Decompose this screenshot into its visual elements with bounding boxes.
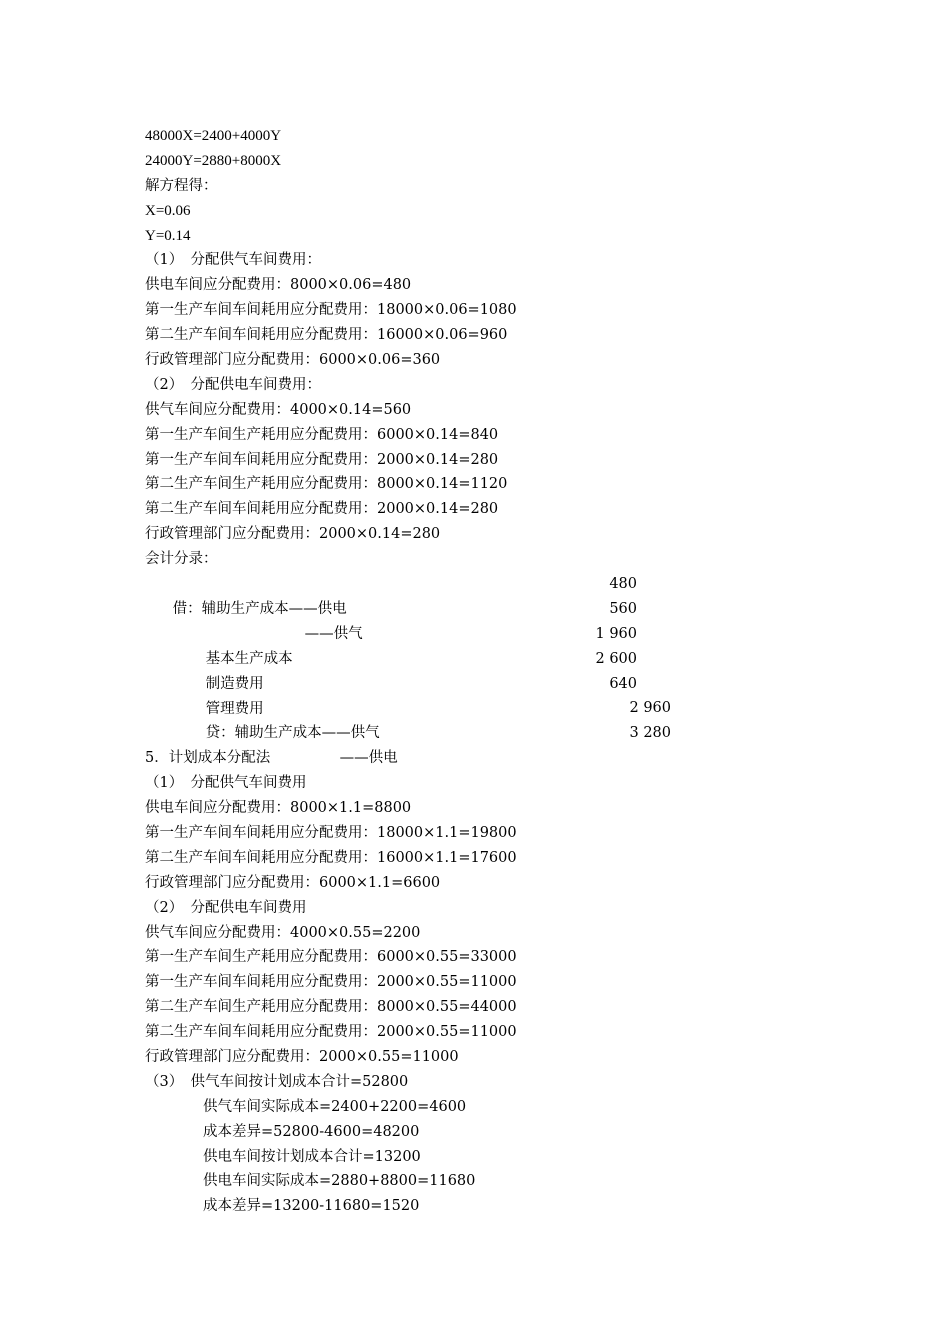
subheading-line: （3） 供气车间按计划成本合计=52800 xyxy=(145,1073,409,1090)
text-line: 行政管理部门应分配费用：6000×1.1=6600 xyxy=(145,874,441,891)
journal-credit-amount: 2 960 xyxy=(629,700,671,717)
subheading-line: （2） 分配供电车间费用 xyxy=(145,899,307,916)
text-line: 会计分录： xyxy=(145,551,218,568)
text-line: 第二生产车间车间耗用应分配费用：2000×0.55=11000 xyxy=(145,1024,517,1041)
journal-debit-amount: 2 600 xyxy=(595,650,637,667)
equation-line: 48000X=2400+4000Y xyxy=(145,128,282,144)
journal-entry-label: 贷：辅助生产成本——供气 xyxy=(205,725,380,742)
journal-entry-label: 制造费用 xyxy=(205,675,264,692)
subheading-line: （2） 分配供电车间费用： xyxy=(145,376,321,393)
text-line: 第二生产车间车间耗用应分配费用：16000×0.06=960 xyxy=(145,327,508,344)
journal-entry-label: ——供电 xyxy=(339,750,398,767)
document-body xyxy=(145,124,765,1219)
text-line: 第二生产车间生产耗用应分配费用：8000×0.14=1120 xyxy=(145,476,508,493)
text-line: 行政管理部门应分配费用：6000×0.06=360 xyxy=(145,352,441,369)
text-line: 供电车间按计划成本合计=13200 xyxy=(203,1148,421,1165)
text-line: 供气车间应分配费用：4000×0.14=560 xyxy=(145,401,412,418)
solution-line: X=0.06 xyxy=(145,202,191,219)
journal-debit-amount: 480 xyxy=(609,576,637,593)
subheading-line: （1） 分配供气车间费用： xyxy=(145,252,321,269)
text-line: 解方程得： xyxy=(145,177,218,194)
text-line: 第一生产车间车间耗用应分配费用：18000×1.1=19800 xyxy=(145,824,517,841)
text-line: 供电车间应分配费用：8000×1.1=8800 xyxy=(145,800,412,817)
journal-debit-amount: 560 xyxy=(609,600,637,617)
text-line: 成本差异=52800-4600=48200 xyxy=(203,1123,420,1140)
equation-line: 24000Y=2880+8000X xyxy=(145,152,282,169)
journal-entry-label: 管理费用 xyxy=(205,700,264,717)
text-line: 第一生产车间车间耗用应分配费用：18000×0.06=1080 xyxy=(145,302,517,319)
text-line: 第一生产车间生产耗用应分配费用：6000×0.55=33000 xyxy=(145,949,517,966)
journal-debit-amount: 1 960 xyxy=(595,625,637,642)
journal-entry-label: 借：辅助生产成本——供电 xyxy=(172,600,347,617)
journal-credit-amount: 3 280 xyxy=(629,725,671,742)
text-line: 第二生产车间车间耗用应分配费用：16000×1.1=17600 xyxy=(145,849,517,866)
subheading-line: （1） 分配供气车间费用 xyxy=(145,775,307,792)
text-line: 行政管理部门应分配费用：2000×0.55=11000 xyxy=(145,1048,459,1065)
text-line: 第一生产车间车间耗用应分配费用：2000×0.14=280 xyxy=(145,451,499,468)
solution-line: Y=0.14 xyxy=(145,227,191,244)
text-line: 供气车间应分配费用：4000×0.55=2200 xyxy=(145,924,421,941)
text-line: 第一生产车间车间耗用应分配费用：2000×0.55=11000 xyxy=(145,974,517,991)
text-line: 行政管理部门应分配费用：2000×0.14=280 xyxy=(145,526,441,543)
journal-entry-label: ——供气 xyxy=(304,625,363,642)
journal-entry-label: 基本生产成本 xyxy=(205,650,293,667)
text-line: 第二生产车间生产耗用应分配费用：8000×0.55=44000 xyxy=(145,999,517,1016)
text-line: 第二生产车间车间耗用应分配费用：2000×0.14=280 xyxy=(145,501,499,518)
text-line: 成本差异=13200-11680=1520 xyxy=(203,1198,420,1215)
text-line: 供电车间应分配费用：8000×0.06=480 xyxy=(145,277,412,294)
text-line: 第一生产车间生产耗用应分配费用：6000×0.14=840 xyxy=(145,426,499,443)
journal-debit-amount: 640 xyxy=(609,675,637,692)
section-heading: 5．计划成本分配法 xyxy=(145,750,271,767)
text-line: 供电车间实际成本=2880+8800=11680 xyxy=(203,1173,476,1190)
text-line: 供气车间实际成本=2400+2200=4600 xyxy=(203,1098,467,1115)
